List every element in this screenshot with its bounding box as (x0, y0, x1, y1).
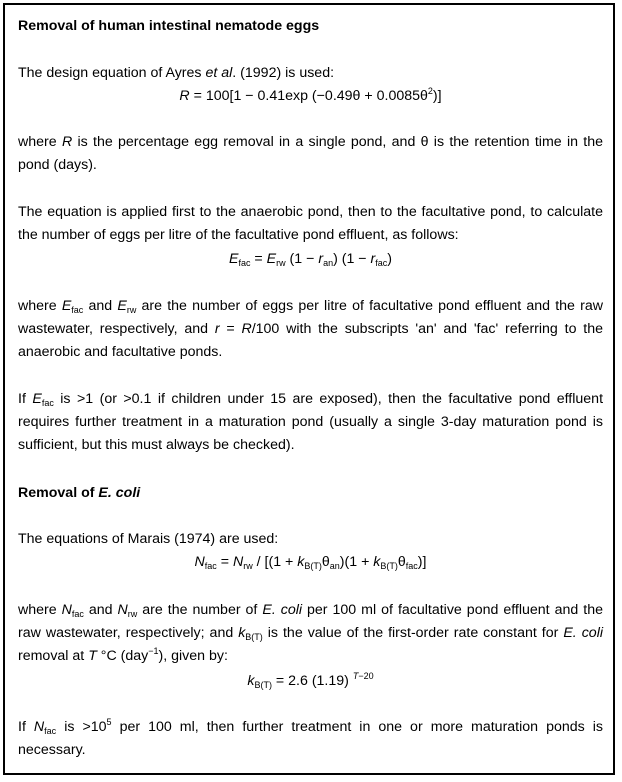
section-heading-ecoli: Removal of E. coli (18, 485, 141, 501)
section-heading-nematode: Removal of human intestinal nematode eggs (18, 18, 320, 34)
where-N-paragraph: where $N_{fac}$ and $N_{rw}$ are the number of E. coli per 100 ml of facultative pond effluent and the raw wastewater, respectively; and $k_{B(T)}$ is the value of the first-order rate constant for E. coli removal at T °C (day$^{-1}$), given by: (18, 602, 603, 664)
applied-paragraph: The equation is applied first to the anaerobic pond, then to the facultative pond, to calculate the number of eggs per litre of the facultative pond effluent, as follows: (18, 204, 603, 243)
where-E-paragraph: where $E_{fac}$ and $E_{rw}$ are the number of eggs per litre of facultative pond effluent and the raw wastewater, respectively, and r = R/100 with the subscripts 'an' and 'fac' referring to the anaerobic and facultative ponds. (18, 298, 603, 360)
where-R-paragraph: where R is the percentage egg removal in a single pond, and θ is the retention time in the pond (days). (18, 134, 603, 173)
if-Nfac-paragraph: If $N_{fac}$ is $>10^5$ per 100 ml, then further treatment in one or more maturation ponds is necessary. (18, 717, 603, 758)
equation-R: R = 100[1 − 0.41exp $(-0.49\theta + 0.0085\theta^2)$] (179, 86, 442, 104)
if-Efac-paragraph: If $E_{fac}$ is >1 (or >0.1 if children under 15 are exposed), then the facultative pond effluent requires further treatment in a maturation pond (usually a single 3-day maturation pond is sufficient, but this must always be checked). (18, 391, 604, 453)
ayres-intro: The design equation of Ayres et al. (1992) is used: (18, 65, 335, 81)
equation-Nfac: $N_{fac} = N_{rw} / [(1 + k_{B(T)}\theta_{an})(1 + k_{B(T)}\theta_{fac})]$ (194, 554, 427, 571)
equation-Efac: $E_{fac} = E_{rw}$ $(1 - r_{an})$ $(1 - r_{fac})$ (228, 251, 393, 268)
marais-intro: The equations of Marais (1974) are used: (18, 531, 279, 547)
equation-kBT: $k_{B(T)} = 2.6$ (1.19) $^{T-20}$ (247, 671, 374, 690)
